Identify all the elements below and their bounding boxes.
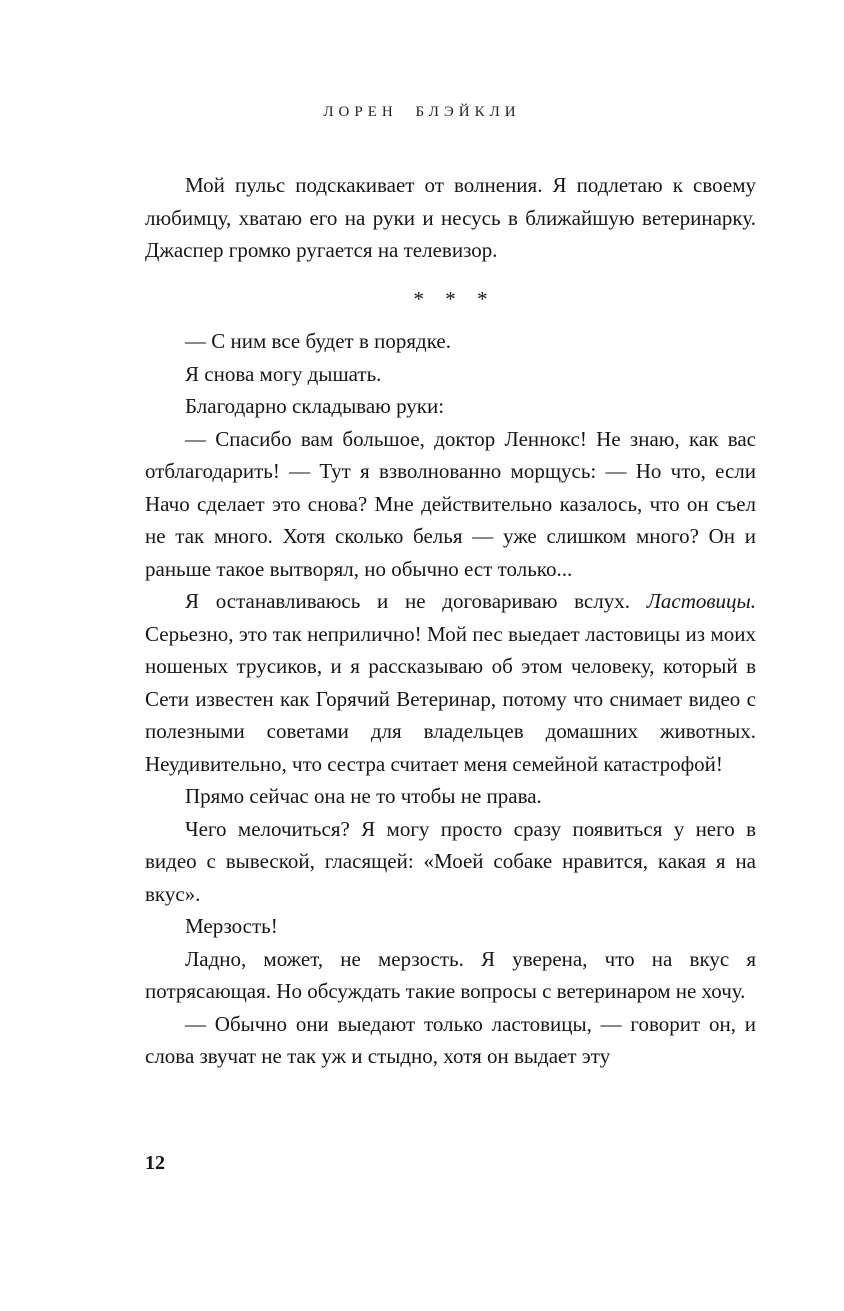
paragraph: Ладно, может, не мерзость. Я уверена, что на вкус я потрясающая. Но обсуждать такие вопросы с ветеринаром не хочу.	[145, 946, 756, 1003]
paragraph	[145, 585, 756, 780]
paragraph-text: Серьезно, это так неприлично! Мой пес выедает ластовицы из моих ношеных трусиков, и я рассказываю об этом человеку, который в Сети известен как Горячий Ветеринар, потому что снимает видео с полезными советами для владельцев домашних животных. Неудивительно, что сестра считает меня семейной катастрофой!	[145, 621, 756, 776]
paragraph-text: Я останавливаюсь и не договариваю вслух.	[185, 589, 647, 613]
italic-text: Ластовицы.	[646, 589, 756, 613]
scene-separator: * * *	[413, 286, 488, 311]
paragraph: Благодарно складываю руки:	[185, 394, 445, 418]
paragraph: — Обычно они выедают только ластовицы, — говорит он, и слова звучат не так уж и стыдно, хотя он выдает эту	[145, 1011, 756, 1068]
page-number: 12	[145, 1152, 165, 1174]
paragraph: Я снова могу дышать.	[185, 361, 382, 386]
running-header-author: ЛОРЕН БЛЭЙКЛИ	[323, 104, 521, 120]
paragraph: Чего мелочиться? Я могу просто сразу появиться у него в видео с вывеской, гласящей: «Моей собаке нравится, какая я на вкус».	[145, 816, 756, 906]
paragraph: Мерзость!	[185, 914, 278, 938]
paragraph: Мой пульс подскакивает от волнения. Я подлетаю к своему любимцу, хватаю его на руки и несусь в ближайшую ветеринарку. Джаспер громко ругается на телевизор.	[145, 173, 756, 262]
paragraph: — Спасибо вам большое, доктор Леннокс! Не знаю, как вас отблагодарить! — Тут я взволнованно морщусь: — Но что, если Начо сделает это снова? Мне действительно казалось, что он съел не так много. Хотя сколько белья — уже слишком много? Он и раньше такое вытворял, но обычно ест только...	[145, 426, 756, 581]
text-block	[0, 169, 844, 1073]
paragraph: Прямо сейчас она не то чтобы не права.	[185, 784, 542, 808]
paragraph: — С ним все будет в порядке.	[185, 329, 451, 353]
